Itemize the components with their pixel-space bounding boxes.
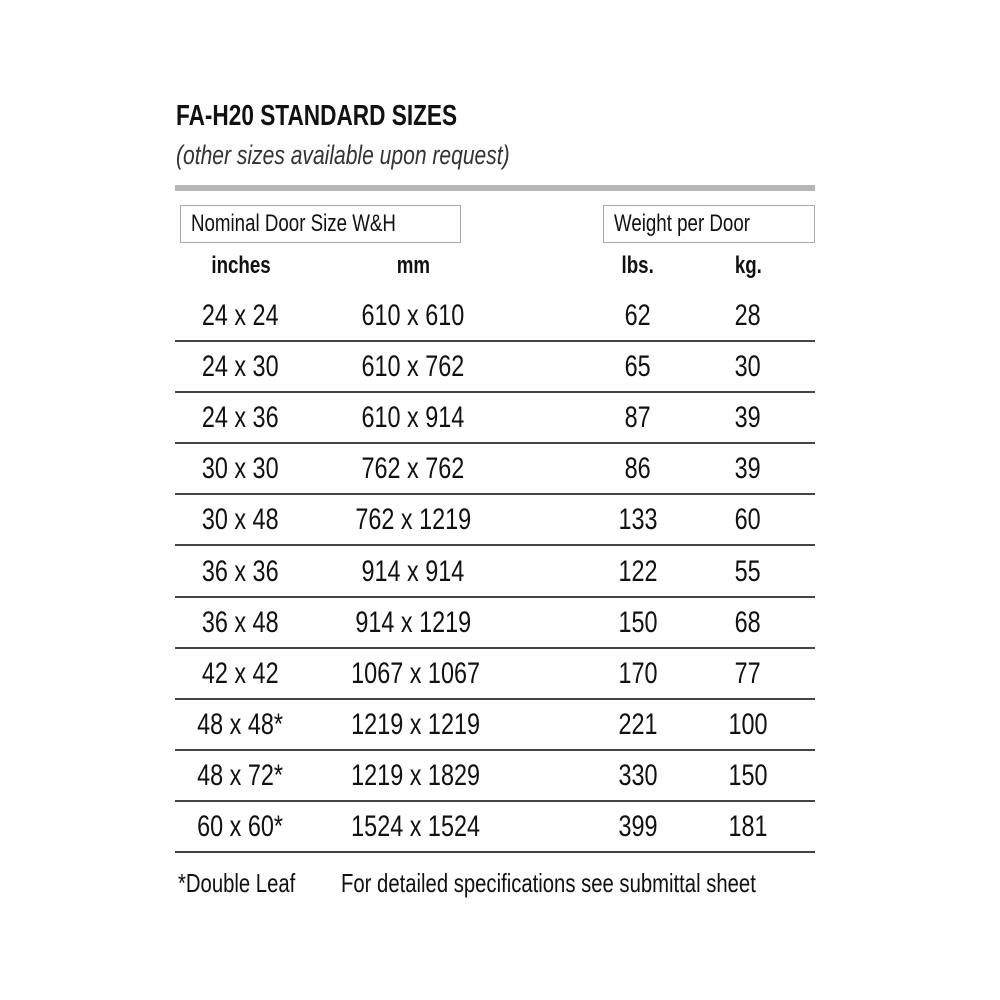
mm-cell <box>333 401 493 435</box>
inches-value: 24 x 24 <box>201 299 279 332</box>
kg-value: 181 <box>728 810 768 843</box>
kg-value: 77 <box>734 656 762 690</box>
kg-cell <box>668 503 828 537</box>
mm-value: 1219 x 1829 <box>351 758 480 792</box>
specification-note: For detailed specifications see submittal sheet <box>341 868 756 898</box>
mm-cell <box>333 452 493 486</box>
nominal-size-header: Nominal Door Size W&H <box>180 205 461 243</box>
table-row <box>175 649 815 700</box>
inches-value: 24 x 36 <box>201 401 279 435</box>
inches-value: 48 x 72* <box>197 758 283 792</box>
kg-value: 39 <box>734 452 762 486</box>
kg-value: 28 <box>734 299 762 332</box>
kg-cell <box>668 708 828 742</box>
inches-cell <box>160 555 320 589</box>
kg-cell <box>668 299 828 333</box>
kg-column-header: kg. <box>734 252 762 279</box>
table-row <box>175 291 815 342</box>
inches-value: 30 x 30 <box>201 452 279 486</box>
lbs-value: 330 <box>618 758 658 792</box>
lbs-value: 399 <box>618 810 658 843</box>
table-row <box>175 444 815 495</box>
kg-value: 150 <box>728 758 768 792</box>
table-row <box>175 342 815 393</box>
inches-cell <box>160 606 320 640</box>
mm-value: 914 x 1219 <box>355 605 471 639</box>
mm-cell <box>333 606 493 640</box>
inches-value: 24 x 30 <box>201 350 279 384</box>
document-subtitle: (other sizes available upon request) <box>176 140 510 170</box>
lbs-value: 170 <box>618 656 658 690</box>
inches-cell <box>160 503 320 537</box>
kg-value: 39 <box>734 401 762 435</box>
inches-value: 30 x 48 <box>201 503 279 537</box>
document-title: FA-H20 STANDARD SIZES <box>176 100 458 132</box>
mm-value: 762 x 1219 <box>355 503 471 537</box>
mm-value: 1219 x 1219 <box>351 707 480 741</box>
inches-cell <box>160 452 320 486</box>
kg-cell <box>668 452 828 486</box>
table-row <box>175 802 815 853</box>
mm-cell <box>333 299 493 333</box>
kg-cell <box>668 555 828 589</box>
kg-value: 68 <box>734 605 762 639</box>
kg-value: 60 <box>734 503 762 537</box>
mm-cell <box>333 708 493 742</box>
mm-value: 1067 x 1067 <box>351 656 480 690</box>
mm-value: 1524 x 1524 <box>351 810 480 843</box>
kg-cell <box>668 606 828 640</box>
inches-cell <box>160 657 320 691</box>
kg-cell <box>668 350 828 384</box>
weight-header: Weight per Door <box>603 205 815 243</box>
inches-cell <box>160 810 320 844</box>
mm-column-header: mm <box>396 252 430 279</box>
lbs-value: 87 <box>624 401 652 435</box>
table-row <box>175 700 815 751</box>
mm-cell <box>333 759 493 793</box>
mm-value: 762 x 762 <box>361 452 465 486</box>
lbs-value: 86 <box>624 452 652 486</box>
mm-cell <box>333 657 493 691</box>
lbs-value: 65 <box>624 350 652 384</box>
lbs-value: 150 <box>618 605 658 639</box>
lbs-column-header: lbs. <box>621 252 655 279</box>
inches-value: 48 x 48* <box>197 707 283 741</box>
inches-value: 36 x 36 <box>201 554 279 588</box>
lbs-value: 62 <box>624 299 652 332</box>
kg-value: 30 <box>734 350 762 384</box>
kg-cell <box>668 401 828 435</box>
kg-cell <box>668 759 828 793</box>
lbs-value: 133 <box>618 503 658 537</box>
table-row <box>175 547 815 598</box>
inches-cell <box>160 401 320 435</box>
mm-value: 610 x 610 <box>361 299 465 332</box>
lbs-value: 122 <box>618 554 658 588</box>
mm-value: 610 x 914 <box>361 401 465 435</box>
inches-cell <box>160 299 320 333</box>
lbs-value: 221 <box>618 707 658 741</box>
kg-value: 55 <box>734 554 762 588</box>
kg-value: 100 <box>728 707 768 741</box>
table-row <box>175 495 815 546</box>
header-divider <box>175 185 815 191</box>
inches-value: 60 x 60* <box>197 810 283 843</box>
inches-value: 36 x 48 <box>201 605 279 639</box>
table-row <box>175 393 815 444</box>
table-row <box>175 598 815 649</box>
inches-column-header: inches <box>211 252 271 279</box>
mm-value: 610 x 762 <box>361 350 465 384</box>
double-leaf-note: *Double Leaf <box>178 868 296 898</box>
table-row <box>175 751 815 802</box>
mm-cell <box>333 810 493 844</box>
inches-value: 42 x 42 <box>201 656 279 690</box>
mm-cell <box>333 555 493 589</box>
mm-cell <box>333 503 493 537</box>
inches-cell <box>160 350 320 384</box>
mm-value: 914 x 914 <box>361 554 465 588</box>
kg-cell <box>668 810 828 844</box>
kg-cell <box>668 657 828 691</box>
inches-cell <box>160 708 320 742</box>
inches-cell <box>160 759 320 793</box>
mm-cell <box>333 350 493 384</box>
